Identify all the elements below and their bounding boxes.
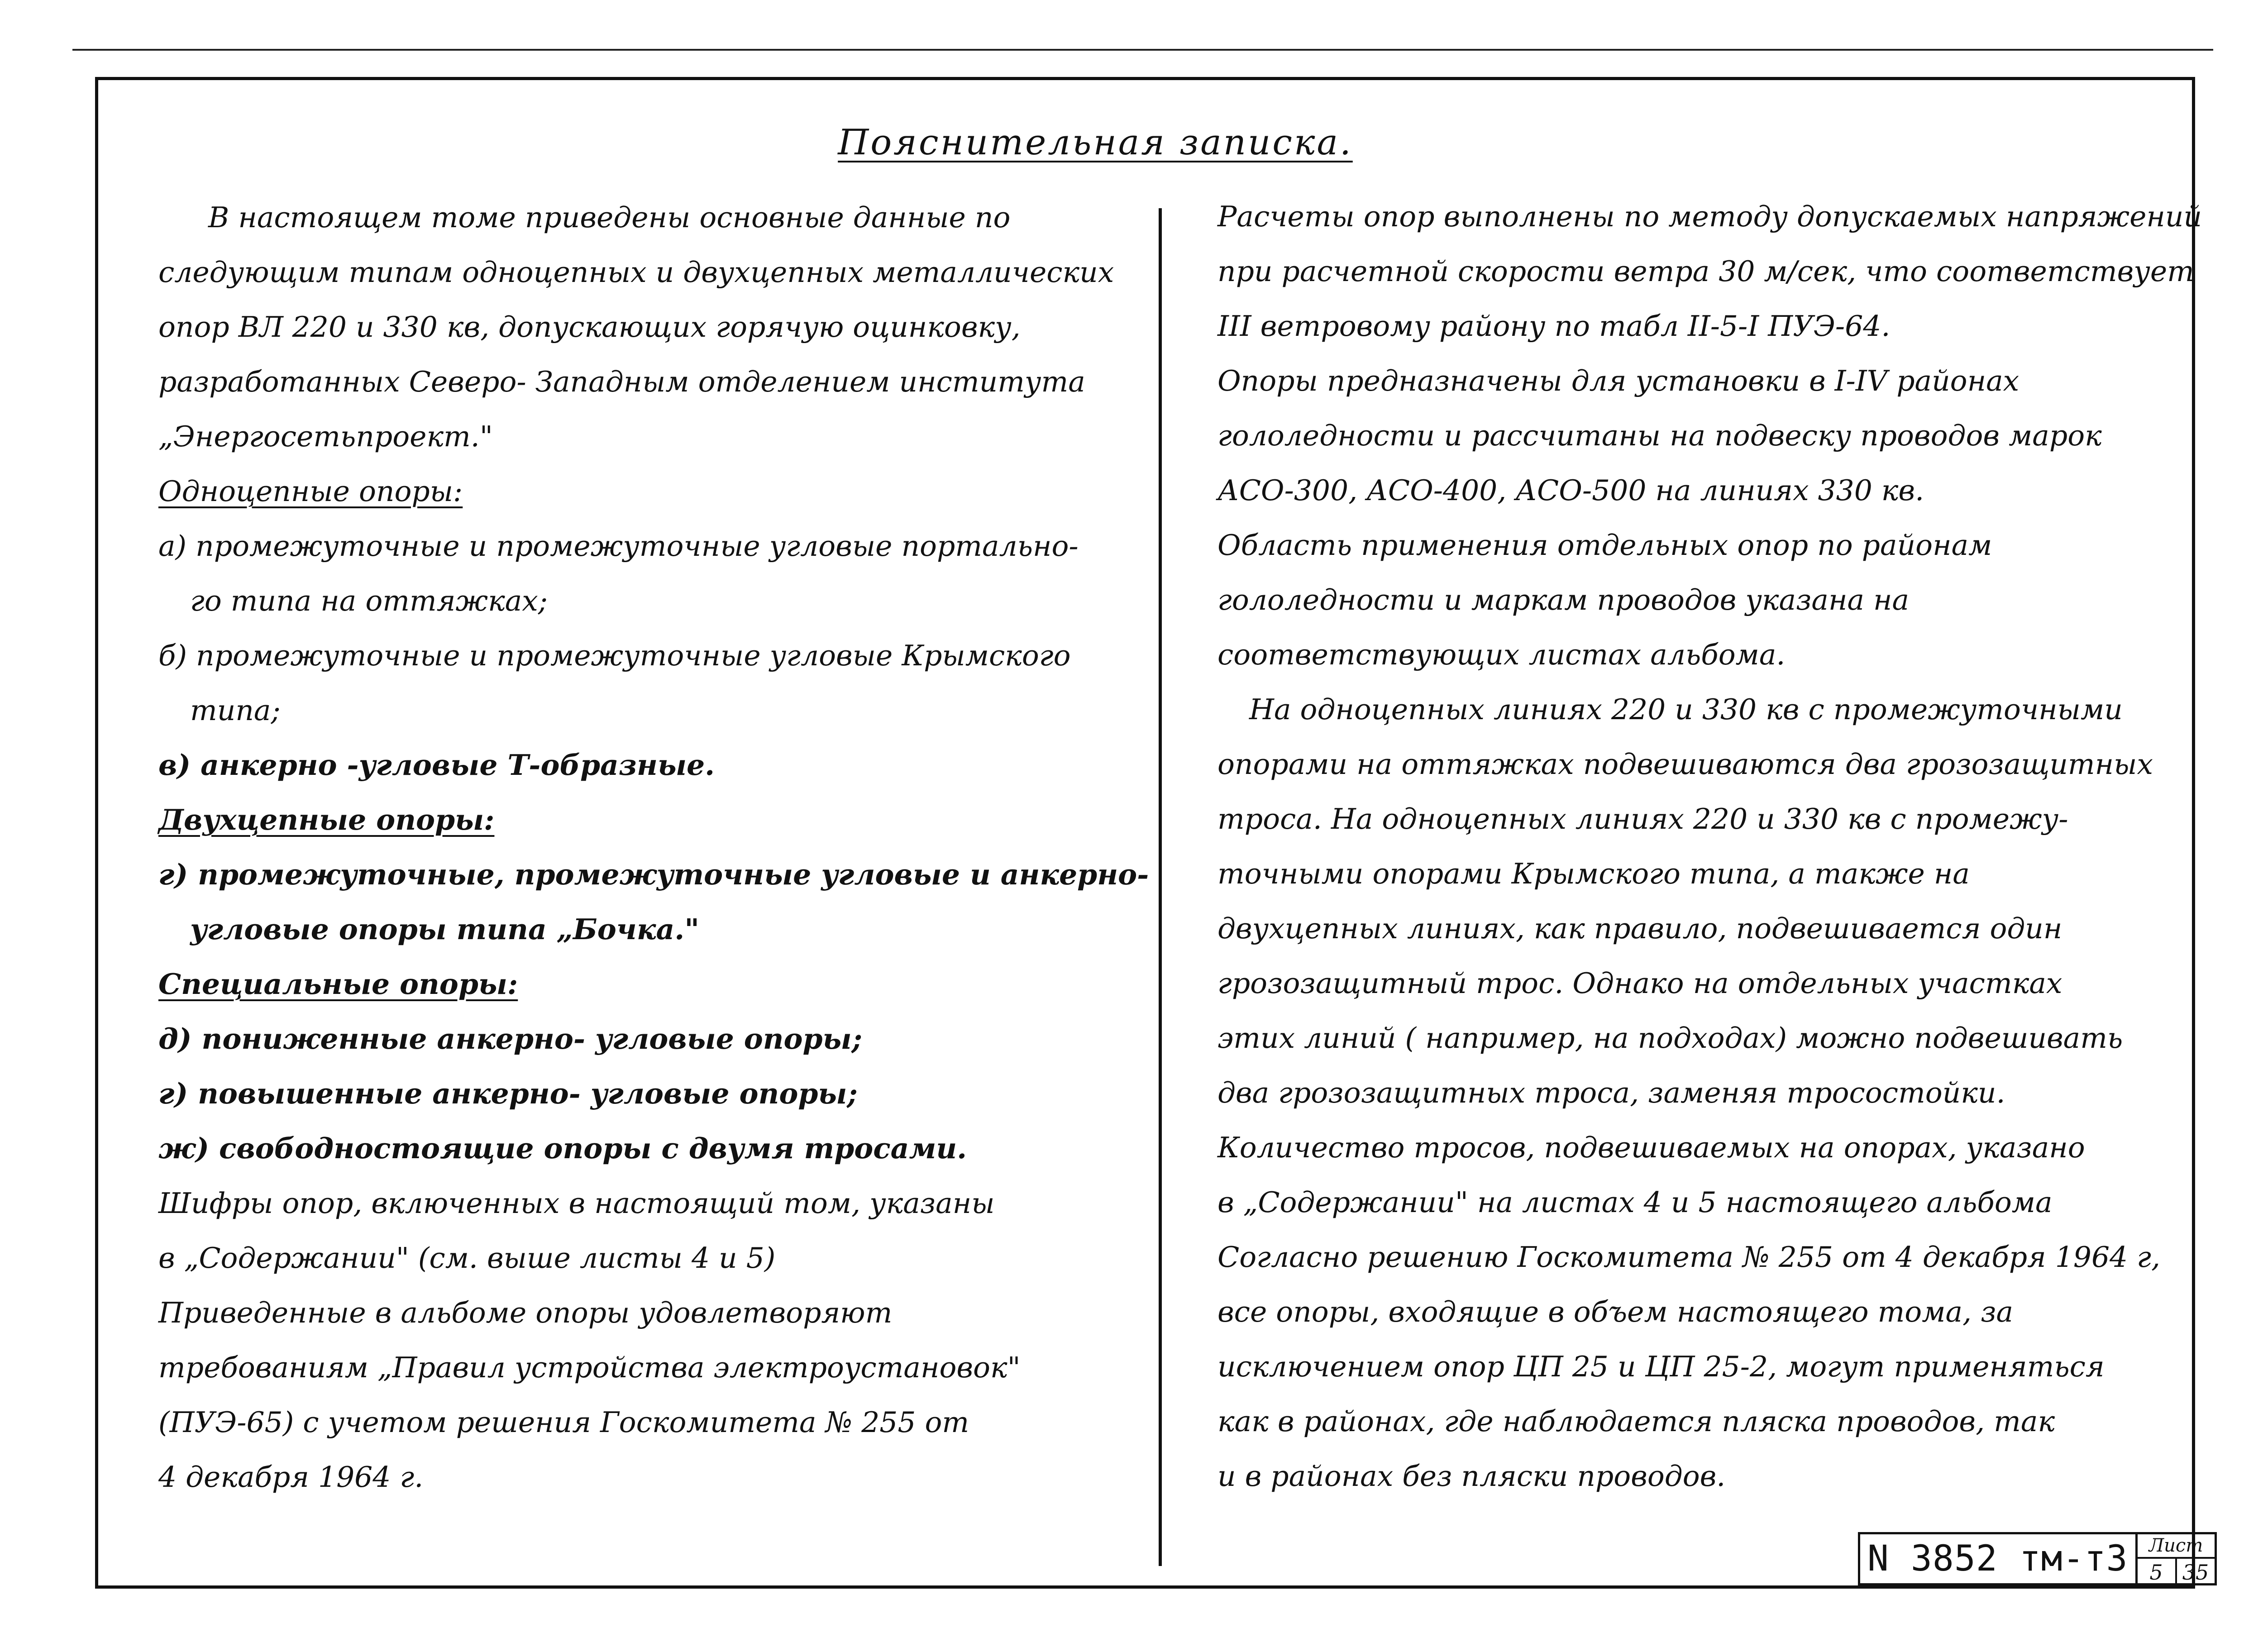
text-line: исключением опор ЦП 25 и ЦП 25-2, могут применяться [1217,1350,2105,1383]
text-line: „Энергосетьпроект." [158,420,493,453]
text-line: гололедности и маркам проводов указана на [1217,583,1910,616]
text-line: при расчетной скорости ветра 30 м/сек, что соответствует [1217,255,2194,288]
page-title: Пояснительная записка. [838,122,1353,163]
text-line: следующим типам одноцепных и двухцепных металлических [158,256,1114,289]
list-item: в) анкерно -угловые Т-образные. [158,748,715,782]
left-column [158,190,1149,1504]
text-line: Опоры предназначены для установки в I-IV районах [1217,364,2020,397]
text-line: точными опорами Крымского типа, а также на [1217,857,1970,890]
sheet-number: 5 [2138,1559,2177,1586]
text-line: как в районах, где наблюдается пляска проводов, так [1217,1405,2055,1438]
text-line: требованиям „Правил устройства электроустановок" [158,1351,1021,1384]
document-code: N 3852 тм-т3 [1858,1532,2138,1585]
text-line: и в районах без пляски проводов. [1217,1460,1726,1493]
text-line: На одноцепных линиях 220 и 330 кв с промежуточными [1249,693,2123,726]
sheet-total: 35 [2182,1560,2209,1585]
text-line: Количество тросов, подвешиваемых на опорах, указано [1217,1131,2085,1164]
top-rule [72,49,2213,51]
section-heading: Двухцепные опоры: [158,803,495,836]
text-line: троса. На одноцепных линиях 220 и 330 кв с промежу- [1217,802,2068,836]
column-divider [1159,208,1162,1566]
text-line: грозозащитный трос. Однако на отдельных участках [1217,967,2062,1000]
title-block-stamp [1858,1532,2217,1585]
list-item: ж) свободностоящие опоры с двумя тросами. [158,1132,967,1165]
section-heading: Специальные опоры: [158,967,518,1001]
text-line: 4 декабря 1964 г. [158,1461,424,1494]
sheet-box [2138,1532,2217,1585]
text-line: III ветровому району по табл II-5-I ПУЭ-64. [1217,310,1891,343]
text-line: опор ВЛ 220 и 330 кв, допускающих горячую оцинковку, [158,310,1021,344]
text-line: разработанных Северо- Западным отделением института [158,365,1085,398]
text-line: два грозозащитных троса, заменяя тросостойки. [1217,1076,2005,1109]
text-line: Согласно решению Госкомитета № 255 от 4 декабря 1964 г, [1217,1241,2160,1274]
sheet-numbers [2138,1559,2215,1586]
text-line: Шифры опор, включенных в настоящий том, указаны [158,1187,995,1220]
list-item: г) повышенные анкерно- угловые опоры; [158,1077,858,1110]
text-line: двухцепных линиях, как правило, подвешивается один [1217,912,2062,945]
list-item-continuation: го типа на оттяжках; [190,584,548,617]
text-line: АСО-300, АСО-400, АСО-500 на линиях 330 кв. [1217,474,1924,507]
text-line: соответствующих листах альбома. [1217,638,1786,671]
sheet-label: Лист [2138,1534,2215,1559]
text-line: опорами на оттяжках подвешиваются два грозозащитных [1217,748,2153,781]
list-item: б) промежуточные и промежуточные угловые Крымского [158,639,1071,672]
text-line: этих линий ( например, на подходах) можно подвешивать [1217,1022,2123,1055]
text-line: В настоящем томе приведены основные данные по [208,201,1011,234]
text-line: гололедности и рассчитаны на подвеску проводов марок [1217,419,2102,452]
text-line: в „Содержании" на листах 4 и 5 настоящего альбома [1217,1186,2053,1219]
text-line: все опоры, входящие в объем настоящего тома, за [1217,1295,2014,1328]
text-line: в „Содержании" (см. выше листы 4 и 5) [158,1241,776,1275]
list-item: г) промежуточные, промежуточные угловые и анкерно- [158,858,1149,891]
text-line: Приведенные в альбоме опоры удовлетворяют [158,1296,893,1329]
text-line: Область применения отдельных опор по районам [1217,529,1992,562]
right-column [1217,189,2202,1504]
list-item: д) пониженные анкерно- угловые опоры; [158,1022,862,1055]
section-heading: Одноцепные опоры: [158,475,463,508]
text-line: (ПУЭ-65) с учетом решения Госкомитета № 255 от [158,1406,969,1439]
list-item-continuation: угловые опоры типа „Бочка." [190,912,700,946]
list-item-continuation: типа; [190,694,281,727]
text-line: Расчеты опор выполнены по методу допускаемых напряжений [1217,200,2202,233]
list-item: а) промежуточные и промежуточные угловые портально- [158,530,1079,563]
